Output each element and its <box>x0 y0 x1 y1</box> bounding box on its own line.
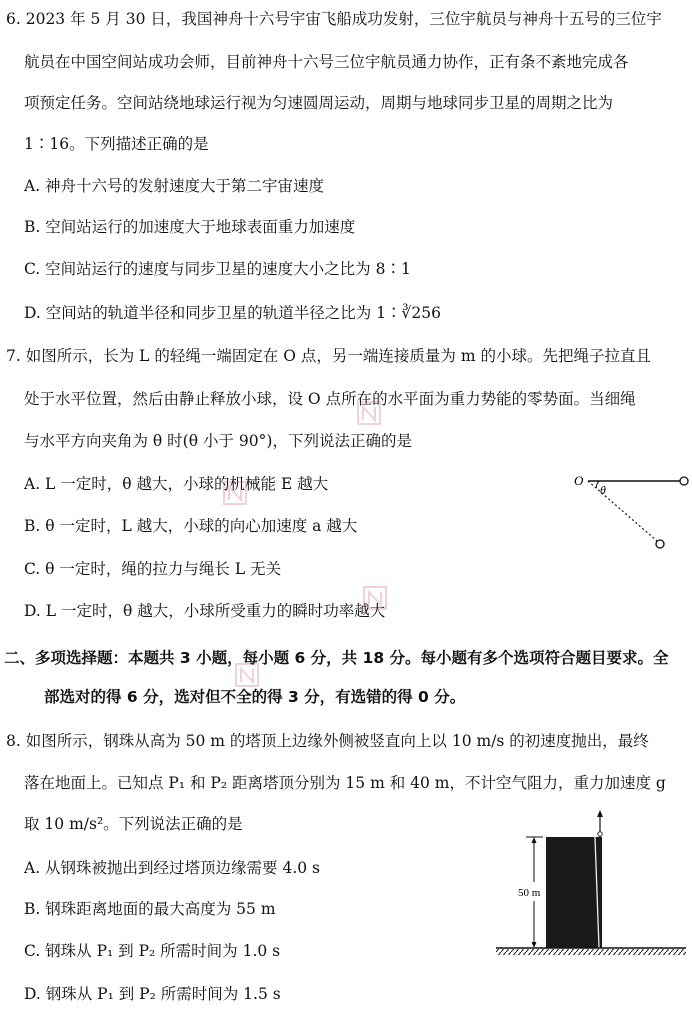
ball-swung <box>656 540 664 548</box>
q6-option-b: B. 空间站运行的加速度大于地球表面重力加速度 <box>24 218 356 236</box>
q8-tower-figure <box>496 808 686 958</box>
q6-option-d: D. 空间站的轨道半径和同步卫星的轨道半径之比为 1∶∛256 <box>24 304 441 322</box>
q6-stem-line4: 1∶16。下列描述正确的是 <box>24 135 209 153</box>
q7-stem-line1: 7. 如图所示，长为 L 的轻绳一端固定在 O 点，另一端连接质量为 m 的小球。先把绳子拉直且 <box>6 347 651 365</box>
section2-header-line1: 二、多项选择题：本题共 3 小题，每小题 6 分，共 18 分。每小题有多个选项符合题目要求。全 <box>4 649 669 667</box>
q7-pendulum-figure <box>566 466 692 556</box>
q8-option-d: D. 钢珠从 P₁ 到 P₂ 所需时间为 1.5 s <box>24 985 281 1003</box>
watermark-logo-3 <box>360 583 400 623</box>
watermark-logo-2 <box>354 398 394 438</box>
q8-option-b: B. 钢珠距离地面的最大高度为 55 m <box>24 900 276 918</box>
watermark-logo-4 <box>232 660 272 700</box>
q7-stem-line2: 处于水平位置，然后由静止释放小球，设 O 点所在的水平面为重力势能的零势面。当细绳 <box>24 390 636 408</box>
q6-option-a: A. 神舟十六号的发射速度大于第二宇宙速度 <box>24 177 325 195</box>
watermark-logo-1 <box>220 478 260 518</box>
point-o-label: O <box>574 473 584 488</box>
dim-arrow-up <box>532 837 537 843</box>
q7-option-b: B. θ 一定时，L 越大，小球的向心加速度 a 越大 <box>24 517 358 535</box>
q6-stem-line3: 项预定任务。空间站绕地球运行视为匀速圆周运动，周期与地球同步卫星的周期之比为 <box>24 94 614 112</box>
q7-option-a: A. L 一定时，θ 越大，小球的机械能 E 越大 <box>24 475 329 493</box>
rope-at-angle <box>588 481 657 541</box>
section2-header-line2: 部选对的得 6 分，选对但不全的得 3 分，有选错的得 0 分。 <box>44 688 466 706</box>
q8-stem-line3: 取 10 m/s²。下列说法正确的是 <box>24 815 243 833</box>
ground-hatch <box>496 949 686 955</box>
tower-height-label: 50 m <box>518 887 541 899</box>
tower <box>546 837 602 948</box>
q8-stem-line1: 8. 如图所示，钢珠从高为 50 m 的塔顶上边缘外侧被竖直向上以 10 m/s 的初速度抛出，最终 <box>6 732 649 750</box>
theta-label: θ <box>600 483 606 497</box>
q6-option-c: C. 空间站运行的速度与同步卫星的速度大小之比为 8∶1 <box>24 260 411 278</box>
q8-option-a: A. 从钢珠被抛出到经过塔顶边缘需要 4.0 s <box>24 859 321 877</box>
angle-arc <box>596 481 599 488</box>
q7-option-d: D. L 一定时，θ 越大，小球所受重力的瞬时功率越大 <box>24 602 386 620</box>
q6-stem-line2: 航员在中国空间站成功会师，目前神舟十六号三位宇航员通力协作，正有条不紊地完成各 <box>24 53 629 71</box>
q7-option-c: C. θ 一定时，绳的拉力与绳长 L 无关 <box>24 560 282 578</box>
q8-stem-line2: 落在地面上。已知点 P₁ 和 P₂ 距离塔顶分别为 15 m 和 40 m，不计空气阻力，重力加速度 g <box>24 774 666 792</box>
q7-stem-line3: 与水平方向夹角为 θ 时(θ 小于 90°)，下列说法正确的是 <box>24 432 412 450</box>
dim-arrow-down <box>532 942 537 948</box>
launch-arrow-head <box>597 810 603 817</box>
q8-option-c: C. 钢珠从 P₁ 到 P₂ 所需时间为 1.0 s <box>24 942 281 960</box>
steel-ball <box>598 832 602 836</box>
q6-stem-line1: 6. 2023 年 5 月 30 日，我国神舟十六号宇宙飞船成功发射，三位宇航员与神舟十五号的三位宇 <box>6 10 662 28</box>
ball-initial <box>680 477 688 485</box>
